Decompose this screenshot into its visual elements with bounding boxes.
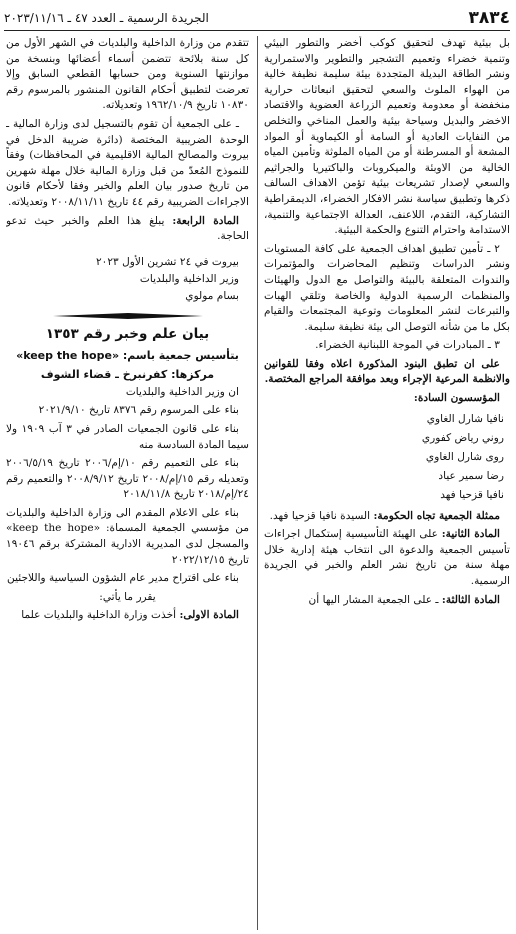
founder-name: نافيا شارل الغاوي <box>426 412 504 425</box>
section-divider <box>53 313 203 319</box>
page-number: ٣٨٣٤ <box>468 8 510 28</box>
divider-ornament <box>53 313 203 319</box>
article-three-label: المادة الثالثة: <box>441 593 500 606</box>
minister-name: بسام مولوي <box>185 289 239 302</box>
running-title: الجريدة الرسمية ـ العدد ٤٧ ـ ٢٠٢٣/١١/١٦ <box>4 11 209 25</box>
article-three <box>264 593 510 609</box>
founders-list <box>264 410 510 505</box>
founder-name: روني رياض كفوري <box>421 431 504 444</box>
left-column-content <box>6 36 255 624</box>
right-column <box>258 36 510 930</box>
notice-intro: ان وزير الداخلية والبلديات <box>125 385 239 398</box>
article-two <box>264 527 510 589</box>
article-one-label: المادة الاولى: <box>179 609 239 622</box>
decides-line: يقرر ما يأتي: <box>99 590 156 603</box>
recital-decree: بناء على المرسوم رقم ٨٣٧٦ تاريخ ٢٠٢١/٩/١٠ <box>38 404 239 417</box>
notice-association-name: بتأسيس جمعية باسم: «keep the hope» <box>16 348 239 362</box>
article-one-text: أخذت وزارة الداخلية والبلديات علما <box>21 609 177 622</box>
recital-founders-notice: بناء على الاعلام المقدم الى وزارة الداخلية والبلديات من مؤسسي الجمعية المسماة: «keep the hope» والمسجل لدى المديرية الادارية المشتركة برقم ١٩٠٤٦ تاريخ ٢٠٢٢/١٢/١٥ <box>6 506 249 566</box>
objective-item-3: ٣ ـ المبادرات في الموجة اللبنانية الخضراء. <box>315 339 500 352</box>
recital-associations-law: بناء على قانون الجمعيات الصادر في ٣ آب ١٩٠٩ ولا سيما المادة السادسة منه <box>6 422 249 451</box>
recital-director-proposal: بناء على اقتراح مدير عام الشؤون السياسية واللاجئين <box>7 572 239 585</box>
article-four <box>6 214 249 245</box>
minister-title: وزير الداخلية والبلديات <box>139 272 239 285</box>
representative-text: السيدة نافيا قزحيا فهد. <box>269 509 371 522</box>
objective-item-2: ٢ ـ تأمين تطبيق اهداف الجمعية على كافة المستويات ونشر الدراسات وتنظيم المحاضرات والمؤتمرات والندوات المتعلقة بالبيئة والتواصل مع الدول والهيئات والمنظمات الرسمية الدولية والخاصة وتلقي الهبات والتبرعات لنشر المعلومات وتوعية المجتمعات والقيام بكل ما من شأنه التوصل الى بيئة نظيفة سليمة. <box>264 242 510 333</box>
notice-location: مركزها: كفرنبرخ ـ قضاء الشوف <box>40 367 215 381</box>
annual-submission-paragraph: تتقدم من وزارة الداخلية والبلديات في الشهر الأول من كل سنة بلائحة تتضمن أسماء أعضائها وبنسخة من موازنتها السنوية ومن حسابها القطعي السابق وإلا تعرضت لتطبيق أحكام القانون المنشور بالمرسوم رقم ١٠٨٣٠ تاريخ ١٩٦٢/١٠/٩ وتعديلاته. <box>6 37 249 112</box>
founder-name: روى شارل الغاوي <box>425 450 504 463</box>
issue-date: بيروت في ٢٤ تشرين الأول ٢٠٢٣ <box>95 255 239 268</box>
objectives-paragraph: بل بيئية تهدف لتحقيق كوكب أخضر والتطور البيئي وتنمية خضراء وتعميم التشجير والتطوير والاستمرارية ونشر الطاقة البديلة المتجددة بيئة سليمة نظيفة خالية من الهواء الملوث والسعي لتحقيق انبعاثات حرارية منخفضة أو معدومة وتعميم الزراعة العضوية والاقتصاد الاخضر والبديل وسياحة بيئية والعمل المناخي والتخلص من النفايات العادية أو السامة أو الكيماوية أو المواد المشعة أو المسرطنة أو من المياه الملوثة وتأمين المياه الخالية من الاوبئة والميكروبات والباكتيريا والجراثيم والسعي لإصدار تشريعات بيئية تؤمن الاهداف السالف ذكرها وتطبيق سياسة نشر الافكار الخضراء، الديمقراطية التشاركية، التقدم، اللاعنف، العدالة الاجتماعية والتنمية، الاستدامة واحترام التنوع والحكمة البيئية. <box>264 37 510 237</box>
tax-registration-paragraph: ـ على الجمعية أن تقوم بالتسجيل لدى وزارة المالية ـ الوحدة الضريبية المختصة (دائرة ضريبة الدخل في بيروت والمصالح المالية الاقليمية في المحافظات) وفقاً للنموذج المُعدّ من قبل وزارة المالية خلال مهلة شهرين من تاريخ صدور بيان العلم والخبر وفقا لأحكام قانون الاجراءات الضريبية رقم ٤٤ تاريخ ٢٠٠٨/١١/١١ وتعديلاته. <box>6 117 249 208</box>
founders-label: المؤسسون السادة: <box>413 392 500 405</box>
two-column-body <box>4 36 510 930</box>
article-two-text: على الهيئة التأسيسية إستكمال اجراءات تأسيس الجمعية والدعوة الى انتخاب هيئة إدارية خلال مهلة سنة من تاريخ نشر العلم والخبر في الجريدة الرسمية. <box>264 528 510 588</box>
representative-label: ممثلة الجمعية تجاه الحكومة: <box>373 509 500 522</box>
founder-name: نافيا قزحيا فهد <box>440 488 504 501</box>
government-representative <box>264 509 510 525</box>
compliance-clause: على ان تطبق البنود المذكورة اعلاه وفقا للقوانين والانظمة المرعية الإجراء وبعد موافقة المراجع المختصة. <box>264 357 510 386</box>
left-column <box>6 36 258 930</box>
article-four-text: يبلغ هذا العلم والخبر حيث تدعو الحاجة. <box>6 214 249 243</box>
page-header <box>4 6 510 31</box>
notice-title: بيان علم وخبر رقم ١٣٥٣ <box>45 325 210 342</box>
article-four-label: المادة الرابعة: <box>172 214 239 227</box>
founder-name: رضا سمير عياد <box>438 469 504 482</box>
recital-circulars: بناء على التعميم رقم ١٠/إم/٢٠٠٦ تاريخ ٢٠٠٦/٥/١٩ وتعديله رقم ١٥/إم/٢٠٠٨ تاريخ ٢٠٠٨/٩/١٢ والتعميم رقم ٢٤/إم/٢٠١٨ تاريخ ٢٠١٨/١١/٨ <box>6 457 249 501</box>
article-one <box>6 608 249 624</box>
article-two-label: المادة الثانية: <box>441 528 500 541</box>
article-three-text: ـ على الجمعية المشار اليها أن <box>308 593 439 606</box>
